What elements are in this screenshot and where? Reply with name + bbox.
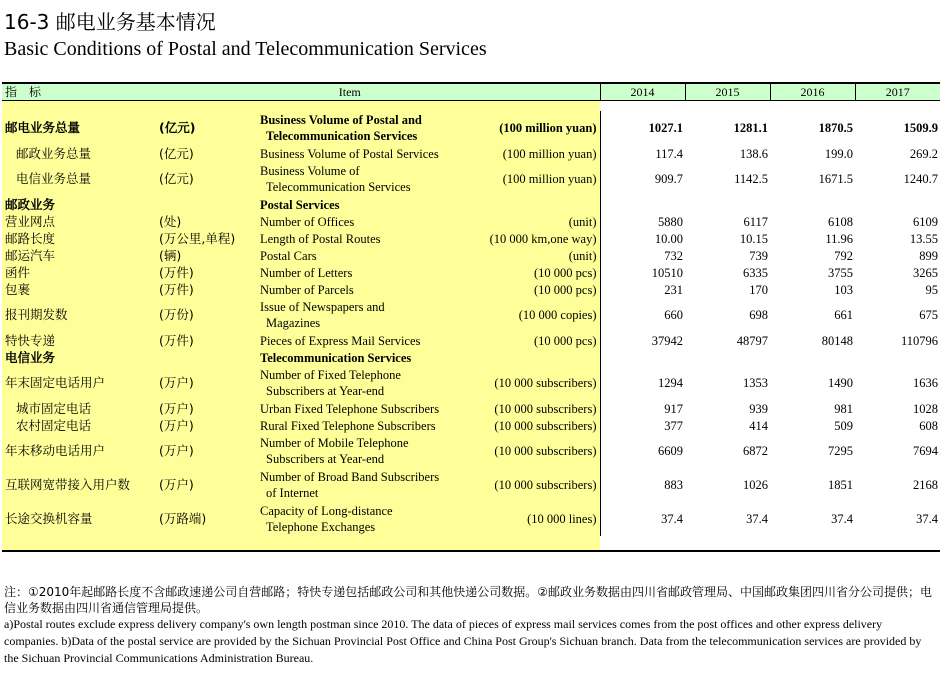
value-2016: 1851 <box>828 478 853 492</box>
row-unit-en: (10 000 lines) <box>479 502 600 536</box>
table-row <box>2 162 940 196</box>
row-label-en-line1: Business Volume of <box>260 164 360 178</box>
value-2016: 792 <box>834 248 853 263</box>
table-header-row <box>2 83 940 101</box>
value-2017: 2168 <box>913 478 938 492</box>
row-label-cn: 邮电业务总量 <box>2 111 156 145</box>
value-2017: 608 <box>919 418 938 433</box>
row-label-en-line2: Telephone Exchanges <box>266 520 376 534</box>
row-unit-en: (10 000 subscribers) <box>479 417 600 434</box>
row-label-en-line1: Number of Offices <box>260 214 355 229</box>
value-2015: 1353 <box>743 376 768 390</box>
value-2014: 909.7 <box>654 172 683 186</box>
value-2015: 48797 <box>736 333 768 348</box>
value-2016: 981 <box>834 401 853 416</box>
value-2016: 11.96 <box>825 231 853 246</box>
value-2014: 117.4 <box>655 146 683 161</box>
row-unit-cn: (亿元) <box>156 145 257 162</box>
header-year-2014: 2014 <box>600 83 685 101</box>
value-2017: 6109 <box>913 214 938 229</box>
row-label-en-line2: Magazines <box>266 316 321 330</box>
row-unit-cn: (万户) <box>156 400 257 417</box>
row-label-cn: 农村固定电话 <box>2 417 156 434</box>
value-2017: 1636 <box>913 376 938 390</box>
row-unit-cn: (万户) <box>156 366 257 400</box>
row-unit-en: (10 000 pcs) <box>479 264 600 281</box>
row-unit-cn <box>156 196 257 213</box>
table-row <box>2 196 940 213</box>
row-label-en <box>257 349 479 366</box>
row-label-cn: 包裹 <box>2 281 156 298</box>
row-label-cn: 邮运汽车 <box>2 247 156 264</box>
row-label-cn: 长途交换机容量 <box>2 502 156 536</box>
row-label-en <box>257 230 479 247</box>
table-row <box>2 434 940 468</box>
value-2016: 37.4 <box>831 512 853 526</box>
value-2017: 675 <box>919 308 938 322</box>
table-body <box>2 111 940 536</box>
table-row <box>2 332 940 349</box>
row-unit-cn: (万户) <box>156 417 257 434</box>
row-label-en <box>257 468 479 502</box>
row-unit-en: (unit) <box>479 247 600 264</box>
value-2015: 1142.5 <box>734 172 768 186</box>
row-unit-en: (100 million yuan) <box>479 145 600 162</box>
value-2015: 1281.1 <box>733 121 768 135</box>
value-2016: 6108 <box>828 214 853 229</box>
row-label-en <box>257 196 479 213</box>
value-2016: 80148 <box>821 333 853 348</box>
value-2016: 7295 <box>828 444 853 458</box>
row-unit-en: (100 million yuan) <box>479 111 600 145</box>
table-row <box>2 298 940 332</box>
row-label-en-line1: Postal Cars <box>260 248 317 263</box>
header-year-2015: 2015 <box>685 83 770 101</box>
row-label-en-line2: Telecommunication Services <box>266 129 418 143</box>
value-2016 <box>770 349 855 366</box>
row-label-en-line1: Number of Parcels <box>260 282 354 297</box>
row-label-en <box>257 111 479 145</box>
value-2015: 10.15 <box>739 231 768 246</box>
value-2014: 5880 <box>658 214 683 229</box>
header-item: Item <box>257 83 600 101</box>
table-row <box>2 281 940 298</box>
value-2014: 6609 <box>658 444 683 458</box>
value-2017: 899 <box>919 248 938 263</box>
value-2015: 6872 <box>743 444 768 458</box>
page-title-chinese: 16-3 邮电业务基本情况 <box>4 10 216 34</box>
value-2015: 6335 <box>743 265 768 280</box>
row-label-en-line1: Issue of Newspapers and <box>260 300 385 314</box>
row-label-cn: 邮路长度 <box>2 230 156 247</box>
row-label-en-line2: Telecommunication Services <box>266 180 411 194</box>
row-label-en <box>257 264 479 281</box>
value-2014: 37.4 <box>661 512 683 526</box>
row-label-en <box>257 434 479 468</box>
row-unit-en: (10 000 subscribers) <box>479 434 600 468</box>
value-2015: 138.6 <box>739 146 768 161</box>
row-unit-cn: (处) <box>156 213 257 230</box>
value-2014: 883 <box>664 478 683 492</box>
table-row <box>2 502 940 536</box>
table-row <box>2 111 940 145</box>
value-2017: 13.55 <box>909 231 938 246</box>
row-label-cn: 报刊期发数 <box>2 298 156 332</box>
value-2017 <box>855 349 940 366</box>
row-unit-cn: (万户) <box>156 468 257 502</box>
row-label-en <box>257 400 479 417</box>
row-label-cn: 年末移动电话用户 <box>2 434 156 468</box>
value-2017: 1509.9 <box>903 121 938 135</box>
value-2016: 103 <box>834 282 853 297</box>
row-label-en-line2: of Internet <box>266 486 319 500</box>
row-label-cn: 函件 <box>2 264 156 281</box>
row-label-en <box>257 247 479 264</box>
value-2014: 732 <box>664 248 683 263</box>
table-row <box>2 366 940 400</box>
notes-english: a)Postal routes exclude express delivery company's own length postman since 2010. The data of pieces of express mail services comes from the post offices and other express delivery companies. b)Data of the postal service are provided by the Sichuan Provincial Post Office and China Post Group's Sichuan branch. Data from the telecommunication services are provided by the Sichuan Provincial Communications Administration Bureau. <box>4 617 922 665</box>
value-2016: 199.0 <box>824 146 853 161</box>
row-unit-cn: (万件) <box>156 332 257 349</box>
row-label-en <box>257 417 479 434</box>
header-year-2017: 2017 <box>855 83 940 101</box>
row-unit-cn: (万件) <box>156 281 257 298</box>
table-row <box>2 417 940 434</box>
value-2015: 6117 <box>743 214 768 229</box>
value-2017: 37.4 <box>916 512 938 526</box>
row-unit-en: (10 000 pcs) <box>479 281 600 298</box>
value-2015: 170 <box>749 282 768 297</box>
row-unit-cn: (万份) <box>156 298 257 332</box>
row-label-en <box>257 281 479 298</box>
header-year-2016: 2016 <box>770 83 855 101</box>
value-2017: 110796 <box>900 333 938 348</box>
row-unit-cn: (万公里,单程) <box>156 230 257 247</box>
row-label-en-line1: Telecommunication Services <box>260 350 412 365</box>
row-label-cn: 邮政业务 <box>2 196 156 213</box>
row-unit-en <box>479 196 600 213</box>
value-2014: 1027.1 <box>648 121 683 135</box>
value-2015 <box>685 349 770 366</box>
value-2017: 269.2 <box>909 146 938 161</box>
value-2017: 95 <box>925 282 938 297</box>
value-2014: 660 <box>664 308 683 322</box>
value-2017: 3265 <box>913 265 938 280</box>
value-2015: 939 <box>749 401 768 416</box>
row-unit-en: (unit) <box>479 213 600 230</box>
row-unit-en: (10 000 subscribers) <box>479 366 600 400</box>
value-2014 <box>600 349 685 366</box>
row-label-cn: 年末固定电话用户 <box>2 366 156 400</box>
row-label-en <box>257 145 479 162</box>
row-unit-cn: (万户) <box>156 434 257 468</box>
row-unit-en: (10 000 copies) <box>479 298 600 332</box>
value-2014: 377 <box>664 418 683 433</box>
table-row <box>2 230 940 247</box>
value-2014: 1294 <box>658 376 683 390</box>
table-row <box>2 264 940 281</box>
value-2016: 1490 <box>828 376 853 390</box>
row-label-cn: 电信业务总量 <box>2 162 156 196</box>
value-2015: 414 <box>749 418 768 433</box>
postal-telecom-table <box>2 82 940 552</box>
row-label-en-line1: Business Volume of Postal Services <box>260 146 439 161</box>
value-2016: 1870.5 <box>818 121 853 135</box>
row-label-en <box>257 502 479 536</box>
table-row <box>2 468 940 502</box>
row-unit-cn <box>156 349 257 366</box>
row-unit-en: (10 000 subscribers) <box>479 400 600 417</box>
row-unit-en: (10 000 pcs) <box>479 332 600 349</box>
value-2017 <box>855 196 940 213</box>
row-unit-en: (10 000 subscribers) <box>479 468 600 502</box>
row-label-en <box>257 213 479 230</box>
value-2014: 10510 <box>651 265 683 280</box>
page-title-english: Basic Conditions of Postal and Telecommunication Services <box>4 38 487 60</box>
row-unit-cn: (辆) <box>156 247 257 264</box>
row-unit-cn: (亿元) <box>156 111 257 145</box>
row-label-cn: 电信业务 <box>2 349 156 366</box>
value-2016: 661 <box>834 308 853 322</box>
value-2014: 917 <box>664 401 683 416</box>
value-2016: 1671.5 <box>818 172 853 186</box>
value-2014: 37942 <box>651 333 683 348</box>
value-2016: 3755 <box>828 265 853 280</box>
row-label-en-line1: Business Volume of Postal and <box>260 113 422 127</box>
row-label-en-line1: Urban Fixed Telephone Subscribers <box>260 401 440 416</box>
row-label-en-line1: Number of Broad Band Subscribers <box>260 470 440 484</box>
value-2014 <box>600 196 685 213</box>
value-2015: 1026 <box>743 478 768 492</box>
table-row <box>2 145 940 162</box>
value-2014: 231 <box>664 282 683 297</box>
value-2016 <box>770 196 855 213</box>
row-unit-en <box>479 349 600 366</box>
row-label-en-line1: Postal Services <box>260 197 340 212</box>
header-indicator: 指 标 <box>2 83 156 101</box>
row-unit-cn: (万件) <box>156 264 257 281</box>
row-label-cn: 邮政业务总量 <box>2 145 156 162</box>
table-row <box>2 400 940 417</box>
row-label-en <box>257 298 479 332</box>
table-row <box>2 213 940 230</box>
row-label-en-line2: Subscribers at Year-end <box>266 384 385 398</box>
row-label-cn: 城市固定电话 <box>2 400 156 417</box>
row-label-cn: 互联网宽带接入用户数 <box>2 468 156 502</box>
row-label-en-line1: Number of Letters <box>260 265 353 280</box>
row-label-en-line1: Length of Postal Routes <box>260 231 381 246</box>
value-2015: 37.4 <box>746 512 768 526</box>
table-row <box>2 247 940 264</box>
value-2015: 739 <box>749 248 768 263</box>
row-label-cn: 特快专递 <box>2 332 156 349</box>
notes-chinese: 注：①2010年起邮路长度不含邮政速递公司自营邮路；特快专递包括邮政公司和其他快递公司数据。②邮政业务数据由四川省邮政管理局、中国邮政集团四川省分公司提供；电信业务数据由四川省通信管理局提供。 <box>4 585 933 615</box>
table-row <box>2 349 940 366</box>
row-unit-en: (100 million yuan) <box>479 162 600 196</box>
row-label-en-line1: Number of Mobile Telephone <box>260 436 409 450</box>
value-2017: 1240.7 <box>903 172 938 186</box>
row-label-en-line1: Rural Fixed Telephone Subscribers <box>260 418 436 433</box>
value-2014: 10.00 <box>654 231 683 246</box>
value-2017: 7694 <box>913 444 938 458</box>
row-label-en <box>257 162 479 196</box>
row-label-en <box>257 332 479 349</box>
row-label-en <box>257 366 479 400</box>
value-2015 <box>685 196 770 213</box>
value-2017: 1028 <box>913 401 938 416</box>
value-2015: 698 <box>749 308 768 322</box>
row-label-en-line1: Pieces of Express Mail Services <box>260 333 421 348</box>
row-unit-en: (10 000 km,one way) <box>479 230 600 247</box>
value-2016: 509 <box>834 418 853 433</box>
row-label-cn: 营业网点 <box>2 213 156 230</box>
row-label-en-line1: Capacity of Long-distance <box>260 504 393 518</box>
row-label-en-line2: Subscribers at Year-end <box>266 452 385 466</box>
row-unit-cn: (万路端) <box>156 502 257 536</box>
row-label-en-line1: Number of Fixed Telephone <box>260 368 401 382</box>
row-unit-cn: (亿元) <box>156 162 257 196</box>
